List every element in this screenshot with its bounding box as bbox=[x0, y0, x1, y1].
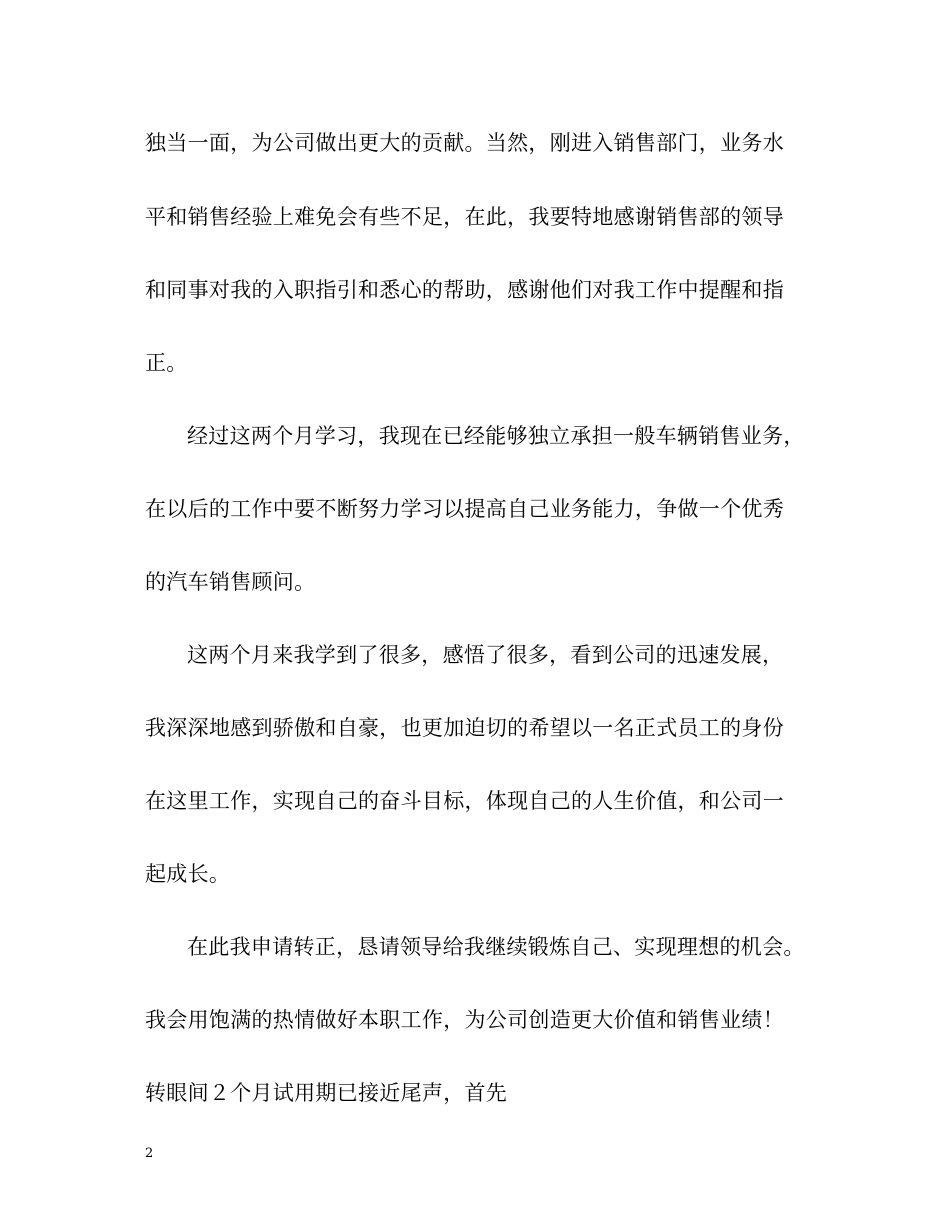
text-line-11: 起成长。 bbox=[145, 862, 231, 886]
text-line-7: 的汽车销售顾问。 bbox=[145, 570, 316, 594]
text-line-3: 和同事对我的入职指引和悉心的帮助，感谢他们对我工作中提醒和指 bbox=[145, 278, 784, 302]
text-line-8: 这两个月来我学到了很多，感悟了很多，看到公司的迅速发展， bbox=[187, 643, 784, 667]
text-line-13: 我会用饱满的热情做好本职工作，为公司创造更大价值和销售业绩！ bbox=[145, 1008, 784, 1032]
text-line-2: 平和销售经验上难免会有些不足，在此，我要特地感谢销售部的领导 bbox=[145, 205, 784, 229]
text-line-4: 正。 bbox=[145, 351, 188, 375]
text-line-12: 在此我申请转正，恳请领导给我继续锻炼自己、实现理想的机会。 bbox=[187, 935, 805, 959]
page-number: 2 bbox=[145, 1146, 154, 1161]
text-line-1: 独当一面，为公司做出更大的贡献。当然，刚进入销售部门，业务水 bbox=[145, 131, 784, 155]
text-line-14: 转眼间２个月试用期已接近尾声，首先 bbox=[145, 1081, 508, 1105]
text-line-5: 经过这两个月学习，我现在已经能够独立承担一般车辆销售业务， bbox=[187, 424, 805, 448]
text-line-9: 我深深地感到骄傲和自豪，也更加迫切的希望以一名正式员工的身份 bbox=[145, 716, 784, 740]
text-line-6: 在以后的工作中要不断努力学习以提高自己业务能力，争做一个优秀 bbox=[145, 497, 784, 521]
text-line-10: 在这里工作，实现自己的奋斗目标，体现自己的人生价值，和公司一 bbox=[145, 789, 784, 813]
